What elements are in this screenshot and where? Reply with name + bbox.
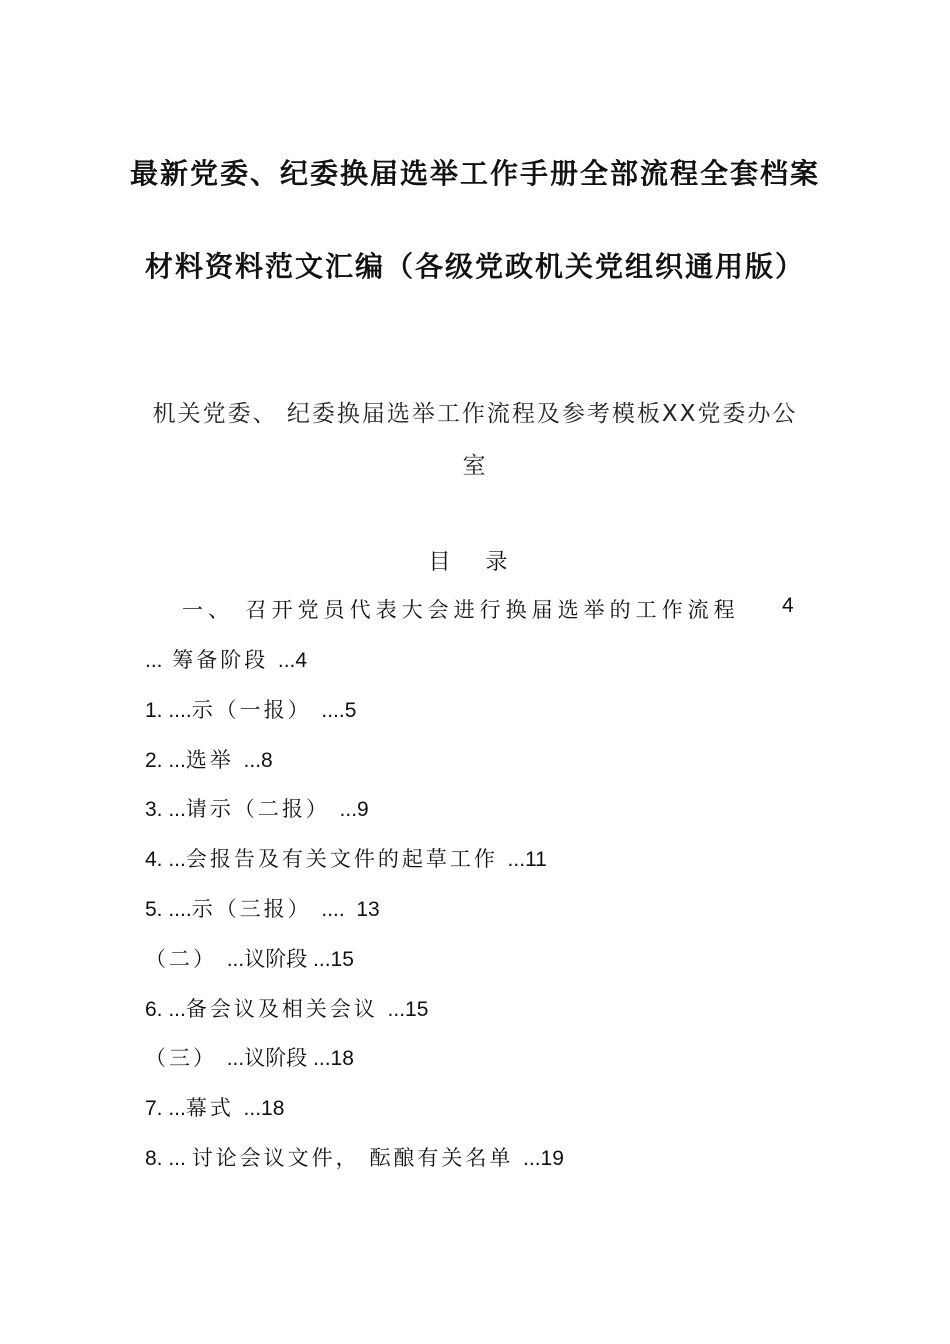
toc-entry[interactable] — [145, 644, 307, 674]
toc-entry-prefix: 1. .... — [145, 698, 192, 722]
toc-entry-label: 选举 — [185, 747, 244, 772]
toc-entry[interactable] — [145, 744, 273, 774]
toc-entry-page: ...19 — [523, 1147, 564, 1170]
toc-entry[interactable] — [145, 793, 369, 823]
toc-entry-prefix: 8. ... — [145, 1147, 192, 1170]
toc-entry-label: 会报告及有关文件的起草工作 — [185, 847, 508, 872]
toc-entry-label: 示（一报） — [191, 697, 322, 722]
toc-entry-label: 幕式 — [185, 1096, 244, 1121]
toc-entry-page: ...议阶段 ...15 — [226, 947, 354, 971]
toc-entry[interactable] — [145, 893, 380, 923]
subtitle-line-2: 室 — [462, 453, 488, 479]
toc-entry-page: 4 — [782, 594, 794, 617]
toc-entry-label: 请示（二报） — [185, 797, 340, 822]
toc-entry-label: 备会议及相关会议 — [185, 996, 388, 1021]
toc-entry-page: ...4 — [277, 649, 308, 672]
toc-entry[interactable] — [145, 1042, 354, 1072]
toc-entry-page: ...8 — [243, 748, 273, 772]
document-title-line-2: 材料资料范文汇编（各级党政机关党组织通用版） — [144, 250, 805, 283]
toc-entry-page: ....5 — [321, 698, 357, 722]
toc-entry-page: ...15 — [387, 997, 429, 1021]
toc-entry-label: 筹备阶段 — [162, 648, 278, 672]
toc-entry-main[interactable] — [182, 594, 740, 624]
toc-entry-label: 讨论会议文件， 酝酿有关名单 — [191, 1146, 524, 1170]
toc-entry-prefix: 7. ... — [145, 1097, 186, 1121]
document-title-line-1: 最新党委、纪委换届选举工作手册全部流程全套档案 — [129, 157, 820, 190]
toc-entry-prefix: ... — [145, 649, 163, 672]
toc-entry-prefix: 6. ... — [145, 997, 186, 1021]
toc-entry-prefix: 4. ... — [145, 848, 186, 872]
toc-entry-page: ...议阶段 ...18 — [226, 1047, 354, 1071]
toc-entry-prefix: 2. ... — [145, 748, 186, 772]
toc-entry-label: 示（三报） — [191, 897, 322, 921]
toc-entry[interactable] — [145, 1142, 564, 1172]
toc-entry-prefix: 5. .... — [145, 898, 192, 921]
toc-heading: 目 录 — [428, 550, 522, 575]
toc-entry-page: ...18 — [243, 1097, 285, 1121]
toc-entry[interactable] — [145, 943, 354, 973]
toc-entry-prefix: 3. ... — [145, 798, 186, 822]
toc-entry-label: 一、 召开党员代表大会进行换届选举的工作流程 — [182, 598, 740, 622]
toc-entry-page: ...9 — [339, 798, 369, 822]
subtitle-line-1: 机关党委、 纪委换届选举工作流程及参考模板XX党委办公 — [152, 401, 798, 427]
toc-entry-label: （三） — [145, 1046, 227, 1071]
toc-entry-label: （二） — [145, 946, 227, 971]
toc-entry[interactable] — [145, 1092, 284, 1122]
toc-entry-page: .... 13 — [321, 898, 380, 921]
toc-entry[interactable] — [145, 993, 428, 1023]
toc-entry-page: ...11 — [507, 848, 547, 872]
toc-entry[interactable] — [145, 694, 356, 724]
toc-entry[interactable] — [145, 843, 547, 873]
